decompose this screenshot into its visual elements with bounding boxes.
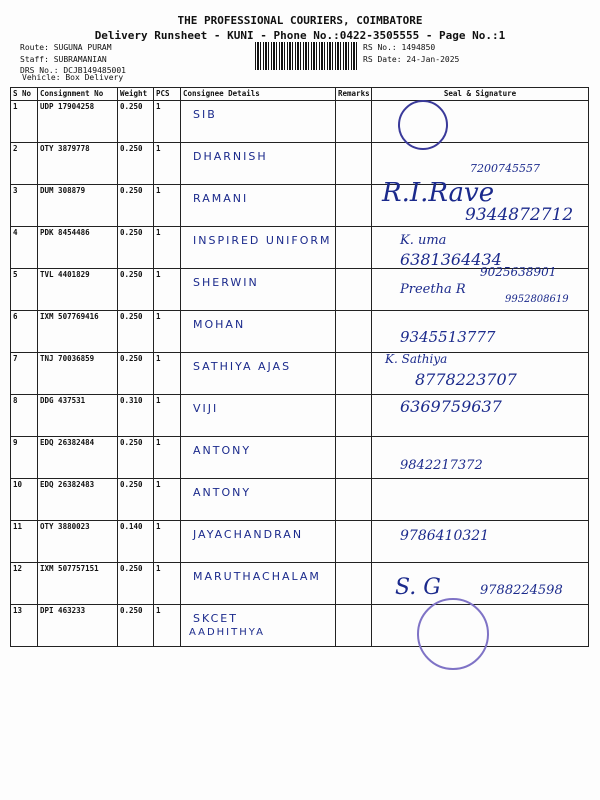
- remarks-cell: [336, 521, 372, 563]
- consignment-cell: TNJ 70036859: [38, 353, 118, 395]
- remarks-cell: [336, 395, 372, 437]
- table-row: [11, 437, 589, 479]
- consignee-name: SHERWIN: [193, 276, 259, 289]
- signature-6: 9952808619: [505, 294, 569, 305]
- signature-3: 9344872712: [465, 205, 574, 225]
- route-label: Route: SUGUNA PURAM: [20, 43, 112, 52]
- table-row: [11, 101, 589, 143]
- col-signature: Seal & Signature: [372, 88, 589, 101]
- remarks-cell: [336, 143, 372, 185]
- barcode-image: [255, 42, 357, 70]
- consignee-name: RAMANI: [193, 192, 249, 205]
- consignee-name: MOHAN: [193, 318, 246, 331]
- signature-9: 9842217372: [400, 458, 483, 473]
- signature-5: 9025638901: [480, 265, 557, 279]
- consignee-cell: [181, 101, 336, 143]
- weight-cell: 0.250: [118, 605, 154, 647]
- consignee-name: VIJI: [193, 402, 219, 415]
- weight-cell: 0.250: [118, 563, 154, 605]
- table-row: [11, 479, 589, 521]
- consignee-cell: [181, 521, 336, 563]
- remarks-cell: [336, 437, 372, 479]
- col-consignee: Consignee Details: [181, 88, 336, 101]
- signature-8: 6369759637: [400, 397, 502, 416]
- col-weight: Weight: [118, 88, 154, 101]
- staff-label: Staff: SUBRAMANIAN: [20, 55, 107, 64]
- pcs-cell: 1: [154, 479, 181, 521]
- pcs-cell: 1: [154, 563, 181, 605]
- table-row: [11, 605, 589, 647]
- seal-stamp-1: [398, 100, 448, 150]
- meta-right: [363, 42, 459, 66]
- consignee-name: ANTONY: [193, 486, 252, 499]
- sno-cell: 3: [11, 185, 38, 227]
- sno-cell: 4: [11, 227, 38, 269]
- stamp-row1: [398, 100, 450, 146]
- signature-12-mark: S. G: [395, 575, 441, 600]
- consignee-cell: [181, 311, 336, 353]
- rs-date: RS Date: 24-Jan-2025: [363, 55, 460, 64]
- consignee-name: SATHIYA AJAS: [193, 360, 292, 373]
- weight-cell: 0.250: [118, 353, 154, 395]
- consignee-name: DHARNISH: [193, 150, 268, 163]
- consignee-cell: [181, 605, 336, 647]
- signature-7-name: K. Sathiya: [385, 352, 448, 366]
- table-header-row: [11, 88, 589, 101]
- signature-2: 7200745557: [470, 162, 540, 175]
- remarks-cell: [336, 479, 372, 521]
- consignment-cell: EDQ 26382484: [38, 437, 118, 479]
- signature-4-name: K. uma: [400, 233, 447, 248]
- pcs-cell: 1: [154, 101, 181, 143]
- col-remarks: Remarks: [336, 88, 372, 101]
- signature-6b: 9345513777: [400, 328, 496, 346]
- consignment-cell: DUM 308879: [38, 185, 118, 227]
- pcs-cell: 1: [154, 437, 181, 479]
- sno-cell: 9: [11, 437, 38, 479]
- signature-cell: [372, 479, 589, 521]
- remarks-cell: [336, 563, 372, 605]
- consignment-cell: OTY 3880023: [38, 521, 118, 563]
- pcs-cell: 1: [154, 269, 181, 311]
- sno-cell: 5: [11, 269, 38, 311]
- consignment-cell: DPI 463233: [38, 605, 118, 647]
- weight-cell: 0.250: [118, 185, 154, 227]
- pcs-cell: 1: [154, 185, 181, 227]
- pcs-cell: 1: [154, 143, 181, 185]
- signature-4: 6381364434: [400, 250, 502, 269]
- sno-cell: 1: [11, 101, 38, 143]
- pcs-cell: 1: [154, 605, 181, 647]
- runsheet-subtitle: Delivery Runsheet - KUNI - Phone No.:0422-3505555 - Page No.:1: [94, 29, 506, 42]
- remarks-cell: [336, 101, 372, 143]
- sno-cell: 13: [11, 605, 38, 647]
- runsheet-title: THE PROFESSIONAL COURIERS, COIMBATORE: [177, 14, 423, 27]
- sno-cell: 11: [11, 521, 38, 563]
- remarks-cell: [336, 227, 372, 269]
- weight-cell: 0.250: [118, 101, 154, 143]
- sno-cell: 12: [11, 563, 38, 605]
- consignment-cell: DDG 437531: [38, 395, 118, 437]
- col-pcs: PCS: [154, 88, 181, 101]
- weight-cell: 0.250: [118, 311, 154, 353]
- consignee-cell: [181, 269, 336, 311]
- consignment-cell: PDK 8454486: [38, 227, 118, 269]
- sno-cell: 7: [11, 353, 38, 395]
- signature-3-mark: R.I.Rave: [382, 178, 495, 208]
- sno-cell: 2: [11, 143, 38, 185]
- consignee-cell: [181, 479, 336, 521]
- pcs-cell: 1: [154, 353, 181, 395]
- consignee-name: SIB: [193, 108, 217, 121]
- col-sno: S No: [11, 88, 38, 101]
- consignee-cell: [181, 185, 336, 227]
- meta-left: [20, 42, 112, 66]
- consignee-name: INSPIRED UNIFORM: [193, 234, 332, 247]
- weight-cell: 0.140: [118, 521, 154, 563]
- col-consignment: Consignment No: [38, 88, 118, 101]
- signature-6-name: Preetha R: [400, 282, 466, 297]
- pcs-cell: 1: [154, 521, 181, 563]
- sno-cell: 6: [11, 311, 38, 353]
- consignment-cell: IXM 507769416: [38, 311, 118, 353]
- consignment-cell: UDP 17904258: [38, 101, 118, 143]
- consignment-cell: EDQ 26382483: [38, 479, 118, 521]
- table-row: [11, 521, 589, 563]
- weight-cell: 0.250: [118, 227, 154, 269]
- seal-stamp-2: [417, 598, 489, 670]
- pcs-cell: 1: [154, 395, 181, 437]
- remarks-cell: [336, 353, 372, 395]
- table-row: [11, 311, 589, 353]
- weight-cell: 0.250: [118, 479, 154, 521]
- consignee-name-line2: AADHITHYA: [189, 627, 265, 638]
- consignee-cell: [181, 227, 336, 269]
- pcs-cell: 1: [154, 311, 181, 353]
- weight-cell: 0.310: [118, 395, 154, 437]
- weight-cell: 0.250: [118, 269, 154, 311]
- consignee-cell: [181, 353, 336, 395]
- consignee-cell: [181, 563, 336, 605]
- consignee-cell: [181, 437, 336, 479]
- table-row: [11, 227, 589, 269]
- consignment-cell: TVL 4401829: [38, 269, 118, 311]
- weight-cell: 0.250: [118, 437, 154, 479]
- rs-number: RS No.: 1494850: [363, 43, 436, 52]
- remarks-cell: [336, 605, 372, 647]
- consignee-name: JAYACHANDRAN: [193, 528, 304, 541]
- remarks-cell: [336, 311, 372, 353]
- signature-7: 8778223707: [415, 370, 517, 389]
- consignee-cell: [181, 395, 336, 437]
- sno-cell: 8: [11, 395, 38, 437]
- remarks-cell: [336, 269, 372, 311]
- consignment-cell: OTY 3879778: [38, 143, 118, 185]
- signature-11: 9786410321: [400, 528, 490, 544]
- sno-cell: 10: [11, 479, 38, 521]
- pcs-cell: 1: [154, 227, 181, 269]
- consignee-name: ANTONY: [193, 444, 252, 457]
- weight-cell: 0.250: [118, 143, 154, 185]
- consignee-name: SKCET: [193, 612, 238, 625]
- consignment-cell: IXM 507757151: [38, 563, 118, 605]
- consignee-cell: [181, 143, 336, 185]
- signature-12: 9788224598: [480, 583, 563, 598]
- consignee-name: MARUTHACHALAM: [193, 570, 321, 583]
- remarks-cell: [336, 185, 372, 227]
- vehicle-label: Vehicle: Box Delivery: [22, 73, 124, 82]
- drs-label: DRS No.: DCJB149485001: [20, 66, 126, 75]
